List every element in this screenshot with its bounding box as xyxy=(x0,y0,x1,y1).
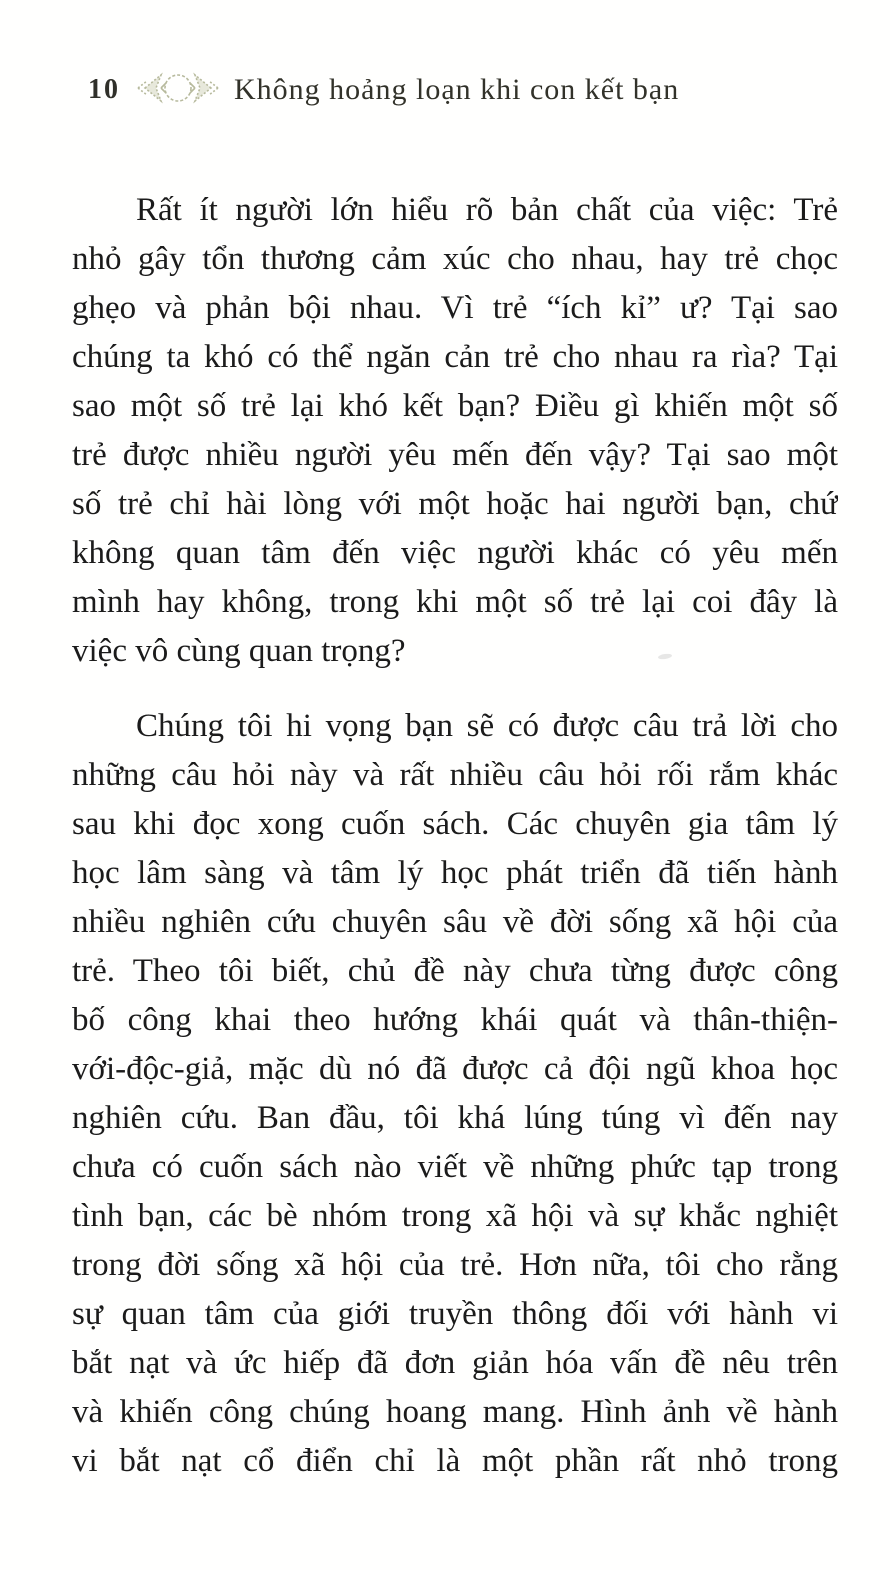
text-line: trẻ được nhiều người yêu mến đến vậy? Tại sao một xyxy=(72,437,838,473)
text-line: chúng ta khó có thể ngăn cản trẻ cho nhau ra rìa? Tại xyxy=(72,339,838,375)
paragraph xyxy=(72,702,838,1486)
text-line: Rất ít người lớn hiểu rõ bản chất của việc: Trẻ xyxy=(136,192,838,228)
text-line: số trẻ chỉ hài lòng với một hoặc hai người bạn, chứ xyxy=(72,486,838,522)
text-line: những câu hỏi này và rất nhiều câu hỏi rối rắm khác xyxy=(72,757,838,793)
text-line: sau khi đọc xong cuốn sách. Các chuyên gia tâm lý xyxy=(72,806,838,842)
text-line: sao một số trẻ lại khó kết bạn? Điều gì khiến một số xyxy=(72,388,838,424)
text-line: việc vô cùng quan trọng? xyxy=(72,633,406,669)
text-line: Chúng tôi hi vọng bạn sẽ có được câu trả lời cho xyxy=(136,708,838,744)
text-line: vi bắt nạt cổ điển chỉ là một phần rất nhỏ trong xyxy=(72,1443,838,1479)
text-line: nhỏ gây tổn thương cảm xúc cho nhau, hay trẻ chọc xyxy=(72,241,838,277)
text-line: tình bạn, các bè nhóm trong xã hội và sự khắc nghiệt xyxy=(72,1198,838,1234)
chapter-running-title: Không hoảng loạn khi con kết bạn xyxy=(234,73,680,106)
text-line: trẻ. Theo tôi biết, chủ đề này chưa từng được công xyxy=(72,953,838,989)
text-line: với-độc-giả, mặc dù nó đã được cả đội ngũ khoa học xyxy=(72,1051,838,1087)
paragraph xyxy=(72,186,838,676)
butterfly-circle-ornament-icon xyxy=(136,65,220,116)
text-line: ghẹo và phản bội nhau. Vì trẻ “ích kỉ” ư? Tại sao xyxy=(72,290,838,326)
text-line: trong đời sống xã hội của trẻ. Hơn nữa, tôi cho rằng xyxy=(72,1247,838,1283)
text-line: nhiều nghiên cứu chuyên sâu về đời sống xã hội của xyxy=(72,904,838,940)
text-line: chưa có cuốn sách nào viết về những phức tạp trong xyxy=(72,1149,838,1185)
page-body xyxy=(72,186,838,1486)
text-line: học lâm sàng và tâm lý học phát triển đã tiến hành xyxy=(72,855,838,891)
running-head xyxy=(88,68,890,112)
text-line: không quan tâm đến việc người khác có yêu mến xyxy=(72,535,838,571)
text-line: sự quan tâm của giới truyền thông đối với hành vi xyxy=(72,1296,838,1332)
text-line: bắt nạt và ức hiếp đã đơn giản hóa vấn đề nêu trên xyxy=(72,1345,838,1381)
text-line: bố công khai theo hướng khái quát và thân-thiện- xyxy=(72,1002,838,1038)
text-line: nghiên cứu. Ban đầu, tôi khá lúng túng vì đến nay xyxy=(72,1100,838,1136)
page-number: 10 xyxy=(88,74,120,105)
text-line: mình hay không, trong khi một số trẻ lại coi đây là xyxy=(72,584,838,620)
text-line: và khiến công chúng hoang mang. Hình ảnh về hành xyxy=(72,1394,838,1430)
